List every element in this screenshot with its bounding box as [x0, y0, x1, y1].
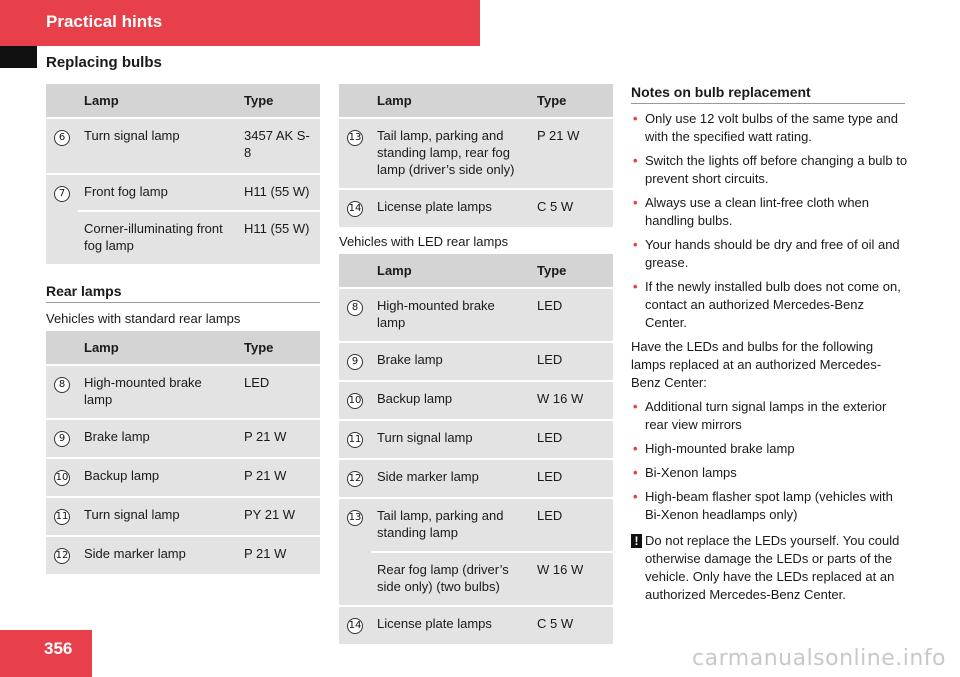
standard-rear-lamps-caption: Vehicles with standard rear lamps — [46, 311, 241, 326]
table-row — [339, 190, 613, 227]
rear-lamps-heading: Rear lamps — [46, 283, 320, 303]
page-number-box — [0, 630, 92, 677]
type-cell: PY 21 W — [238, 498, 320, 535]
lamp-cell: Side marker lamp — [78, 537, 238, 574]
lamp-cell: Backup lamp — [371, 382, 531, 419]
page-title: Replacing bulbs — [46, 54, 162, 71]
list-item: • High-mounted brake lamp — [633, 441, 795, 456]
lamp-cell: License plate lamps — [371, 190, 531, 227]
lamp-cell: Front fog lamp — [78, 175, 238, 210]
item-number-badge: 13 — [347, 130, 363, 146]
type-cell: P 21 W — [531, 119, 613, 188]
lamp-cell: Turn signal lamp — [78, 119, 238, 173]
bullet-icon: • — [633, 237, 638, 252]
table-row — [339, 499, 613, 551]
bullet-icon: • — [633, 489, 638, 504]
table-row — [339, 460, 613, 497]
table-row — [46, 459, 320, 496]
column-header-type: Type — [531, 84, 613, 117]
item-number-badge: 13 — [347, 510, 363, 526]
warning-note — [631, 532, 909, 604]
type-cell: LED — [531, 421, 613, 458]
front-lamps-table — [46, 82, 320, 266]
type-cell: 3457 AK S-8 — [238, 119, 320, 173]
lamp-cell: Turn signal lamp — [371, 421, 531, 458]
bullet-icon: • — [633, 441, 638, 456]
table-row — [339, 607, 613, 644]
column-header-lamp: Lamp — [371, 84, 531, 117]
item-number-badge: 6 — [54, 130, 70, 146]
table-row — [339, 421, 613, 458]
table-row — [339, 119, 613, 188]
item-number-badge: 12 — [54, 548, 70, 564]
column-header-type: Type — [238, 331, 320, 364]
type-cell: H11 (55 W) — [238, 175, 320, 210]
type-cell: P 21 W — [238, 537, 320, 574]
table-row — [46, 537, 320, 574]
item-number-badge: 11 — [54, 509, 70, 525]
led-rear-lamps-caption: Vehicles with LED rear lamps — [339, 234, 509, 249]
type-cell: P 21 W — [238, 459, 320, 496]
warning-icon: ! — [631, 534, 642, 548]
item-number-badge: 10 — [54, 470, 70, 486]
table-row — [339, 382, 613, 419]
table-header-row — [46, 331, 320, 364]
list-item: • Bi-Xenon lamps — [633, 465, 737, 480]
bullet-icon: • — [633, 153, 638, 168]
type-cell: P 21 W — [238, 420, 320, 457]
column-header-type: Type — [531, 254, 613, 287]
table-row — [339, 289, 613, 341]
warning-text: Do not replace the LEDs yourself. You could otherwise damage the LEDs or parts of the vehicle. Only have the LEDs replaced at an authorized Mercedes-Benz Center. — [645, 533, 900, 602]
type-cell: LED — [531, 460, 613, 497]
item-number-badge: 12 — [347, 471, 363, 487]
table-row — [46, 175, 320, 210]
lamp-cell: Brake lamp — [78, 420, 238, 457]
lamp-cell: Tail lamp, parking and standing lamp, rear fog lamp (driver’s side only) — [371, 119, 531, 188]
notes-list — [631, 110, 909, 332]
list-item: • Additional turn signal lamps in the exterior rear view mirrors — [633, 399, 887, 432]
lamp-cell: Backup lamp — [78, 459, 238, 496]
lamp-cell: High-mounted brake lamp — [371, 289, 531, 341]
item-number-badge: 14 — [347, 618, 363, 634]
type-cell: W 16 W — [531, 382, 613, 419]
bullet-icon: • — [633, 399, 638, 414]
table-row — [46, 212, 320, 264]
led-rear-lamps-table — [339, 252, 613, 646]
column-header-lamp: Lamp — [371, 254, 531, 287]
replacement-list — [631, 398, 909, 524]
list-item: • Always use a clean lint-free cloth when handling bulbs. — [633, 195, 870, 228]
lamp-cell: High-mounted brake lamp — [78, 366, 238, 418]
table-row — [46, 420, 320, 457]
lamp-cell: Side marker lamp — [371, 460, 531, 497]
type-cell: H11 (55 W) — [238, 212, 320, 264]
item-number-badge: 8 — [54, 377, 70, 393]
table-header-row — [339, 254, 613, 287]
type-cell: W 16 W — [531, 553, 613, 605]
lamp-cell: Tail lamp, parking and standing lamp — [371, 499, 531, 551]
lamp-cell: Rear fog lamp (driver’s side only) (two bulbs) — [371, 553, 531, 605]
type-cell: C 5 W — [531, 190, 613, 227]
table-row — [339, 343, 613, 380]
standard-rear-lamps-table — [46, 329, 320, 576]
list-item: • Switch the lights off before changing a bulb to prevent short circuits. — [633, 153, 908, 186]
bullet-icon: • — [633, 465, 638, 480]
item-number-badge: 8 — [347, 300, 363, 316]
item-number-badge: 11 — [347, 432, 363, 448]
column-header-type: Type — [238, 84, 320, 117]
list-item: • Only use 12 volt bulbs of the same type and with the specified watt rating. — [633, 111, 898, 144]
table-row — [339, 553, 613, 605]
table-header-row — [46, 84, 320, 117]
item-number-badge: 14 — [347, 201, 363, 217]
bullet-icon: • — [633, 111, 638, 126]
column-header-lamp: Lamp — [78, 84, 238, 117]
item-number-badge: 9 — [347, 354, 363, 370]
item-number-badge: 7 — [54, 186, 70, 202]
type-cell: LED — [531, 289, 613, 341]
lamp-cell: License plate lamps — [371, 607, 531, 644]
item-number-badge: 9 — [54, 431, 70, 447]
lamp-cell: Turn signal lamp — [78, 498, 238, 535]
page-number: 356 — [44, 639, 73, 658]
bullet-icon: • — [633, 195, 638, 210]
table-row — [46, 366, 320, 418]
standard-rear-lamps-table-continued — [339, 82, 613, 229]
lamp-cell: Corner-illuminating front fog lamp — [78, 212, 238, 264]
corner-mark — [0, 46, 37, 68]
bullet-icon: • — [633, 279, 638, 294]
table-row — [46, 119, 320, 173]
column-header-lamp: Lamp — [78, 331, 238, 364]
type-cell: LED — [238, 366, 320, 418]
item-number-badge: 10 — [347, 393, 363, 409]
list-item: • If the newly installed bulb does not come on, contact an authorized Mercedes-Benz Center. — [633, 279, 901, 330]
watermark: carmanualsonline.info — [692, 646, 946, 671]
page-section-title: Practical hints — [46, 12, 163, 31]
lamp-cell: Brake lamp — [371, 343, 531, 380]
notes-heading: Notes on bulb replacement — [631, 84, 905, 104]
table-header-row — [339, 84, 613, 117]
list-item: • Your hands should be dry and free of oil and grease. — [633, 237, 900, 270]
type-cell: C 5 W — [531, 607, 613, 644]
list-item: • High-beam flasher spot lamp (vehicles with Bi-Xenon headlamps only) — [633, 489, 893, 522]
notes-paragraph: Have the LEDs and bulbs for the following lamps replaced at an authorized Mercedes-Benz Center: — [631, 339, 882, 390]
type-cell: LED — [531, 499, 613, 551]
table-row — [46, 498, 320, 535]
notes-section — [631, 110, 909, 604]
type-cell: LED — [531, 343, 613, 380]
